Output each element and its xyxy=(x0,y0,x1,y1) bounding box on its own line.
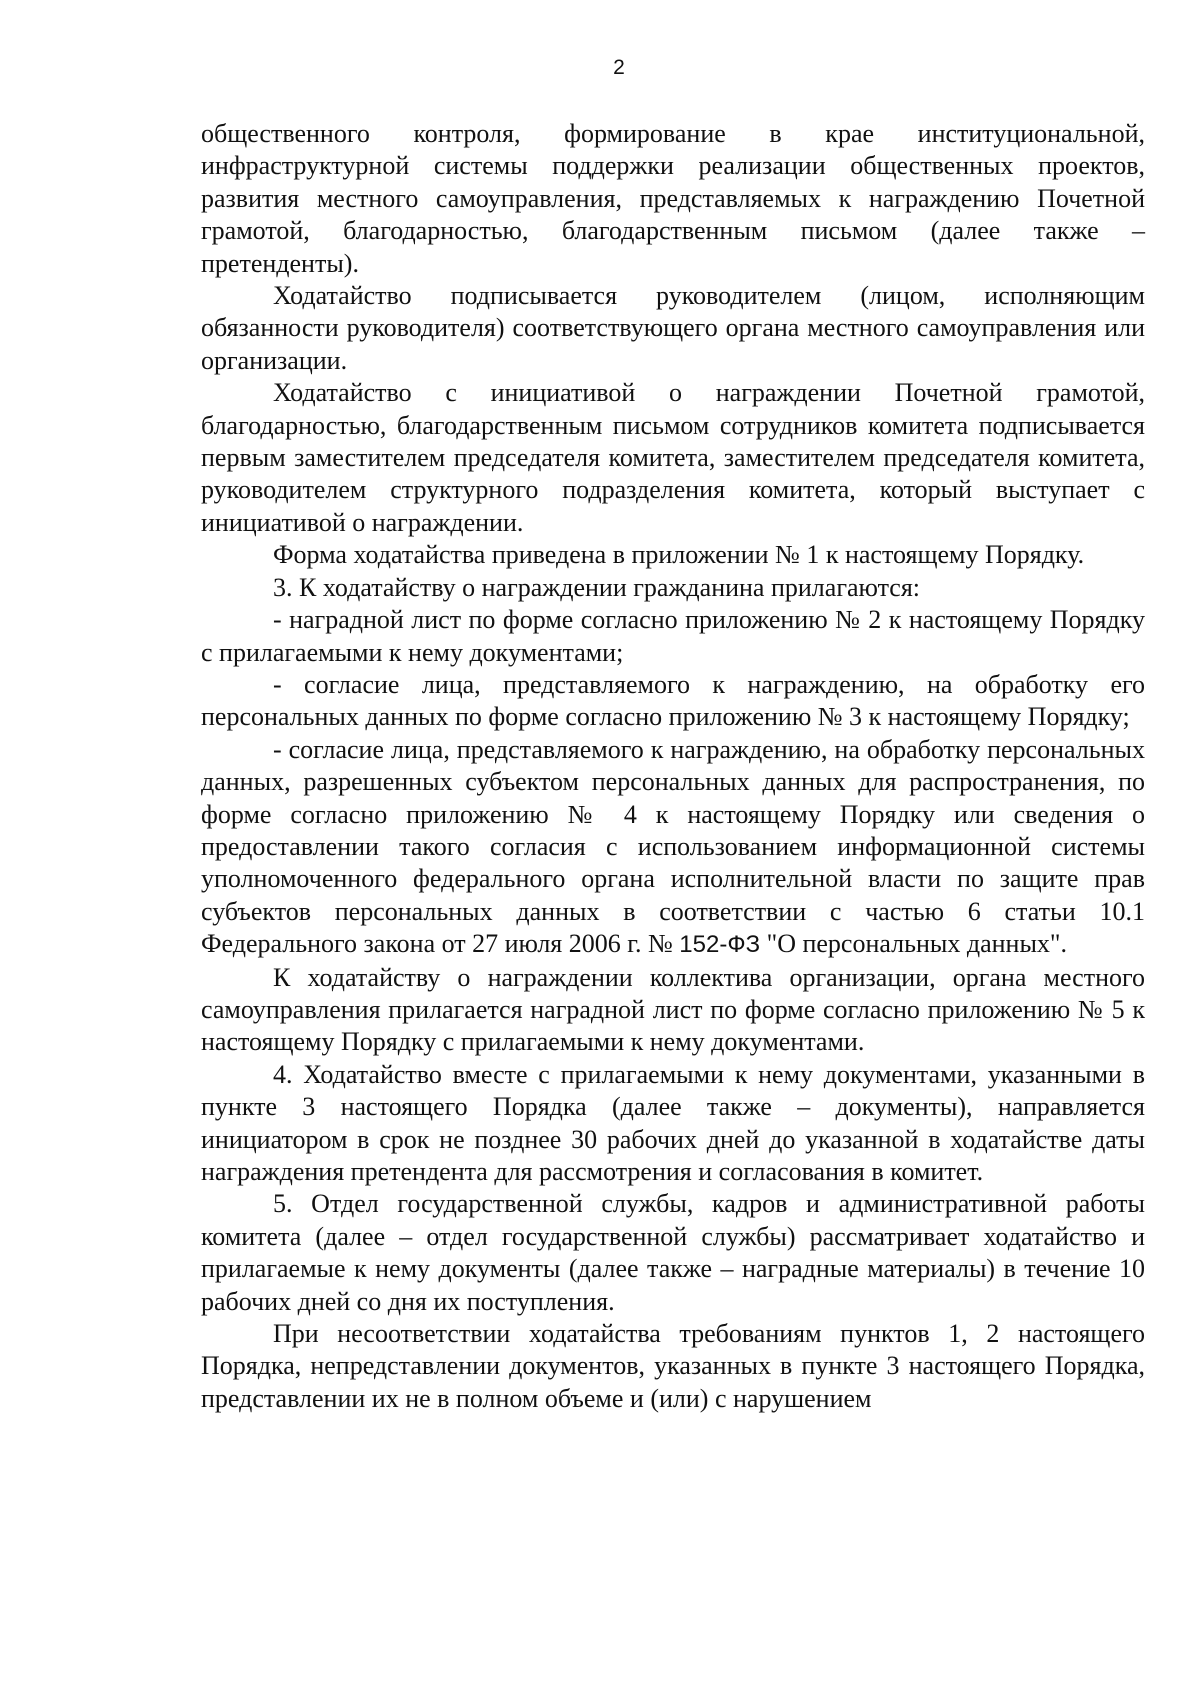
paragraph-continuation: общественного контроля, формирование в крае институциональной, инфраструктурной системы поддержки реализации общественных проектов, развития местного самоуправления, представляемых к награждению Почетной грамотой, благодарностью, благодарственным письмом (далее также – претенденты). xyxy=(201,119,1145,278)
paragraph-form-reference: Форма ходатайства приведена в приложении № 1 к настоящему Порядку. xyxy=(273,540,1085,570)
law-number: 152-ФЗ xyxy=(679,931,761,959)
consent-distribution-tail: "О персональных данных". xyxy=(760,929,1068,959)
paragraph-item-3: 3. К ходатайству о награждении гражданина прилагаются: xyxy=(273,572,921,602)
paragraph-noncompliance: При несоответствии ходатайства требованиям пунктов 1, 2 настоящего Порядка, непредставлении документов, указанных в пункте 3 настоящего Порядка, представлении их не в полном объеме и (или) с нарушением xyxy=(201,1319,1145,1413)
page-number: 2 xyxy=(613,56,625,79)
paragraph-committee-signature: Ходатайство с инициативой о награждении Почетной грамотой, благодарностью, благодарственным письмом сотрудников комитета подписывается первым заместителем председателя комитета, заместителем председателя комитета, руководителем структурного подразделения комитета, который выступает с инициативой о награждении. xyxy=(201,378,1145,537)
consent-distribution-text: - согласие лица, представляемого к награждению, на обработку персональных данных, разрешенных субъектом персональных данных для распространения, по форме согласно приложению № 4 к настоящему Порядку или сведения о предоставлении такого согласия с использованием информационной системы уполномоченного федерального органа исполнительной власти по защите прав субъектов персональных данных в соответствии с частью 6 статьи 10.1 Федерального закона от 27 июля 2006 г. № xyxy=(201,734,1145,959)
list-item-consent-distribution xyxy=(201,734,1145,962)
paragraph-item-4: 4. Ходатайство вместе с прилагаемыми к нему документами, указанными в пункте 3 настоящего Порядка (далее также – документы), направляется инициатором в срок не позднее 30 рабочих дней до указанной в ходатайстве даты награждения претендента для рассмотрения и согласования в комитет. xyxy=(201,1059,1145,1186)
paragraph-item-5: 5. Отдел государственной службы, кадров и административной работы комитета (далее – отдел государственной службы) рассматривает ходатайство и прилагаемые к нему документы (далее также – наградные материалы) в течение 10 рабочих дней со дня их поступления. xyxy=(201,1189,1145,1316)
paragraph-signature: Ходатайство подписывается руководителем (лицом, исполняющим обязанности руководителя) соответствующего органа местного самоуправления или организации. xyxy=(201,281,1145,375)
paragraph-collective-award: К ходатайству о награждении коллектива организации, органа местного самоуправления прилагается наградной лист по форме согласно приложению № 5 к настоящему Порядку с прилагаемыми к нему документами. xyxy=(201,962,1145,1057)
list-item-consent-personal-data: - согласие лица, представляемого к награждению, на обработку его персональных данных по форме согласно приложению № 3 к настоящему Порядку; xyxy=(201,669,1145,732)
document-body xyxy=(201,118,1145,1415)
list-item-award-sheet: - наградной лист по форме согласно приложению № 2 к настоящему Порядку с прилагаемыми к нему документами; xyxy=(201,605,1145,667)
